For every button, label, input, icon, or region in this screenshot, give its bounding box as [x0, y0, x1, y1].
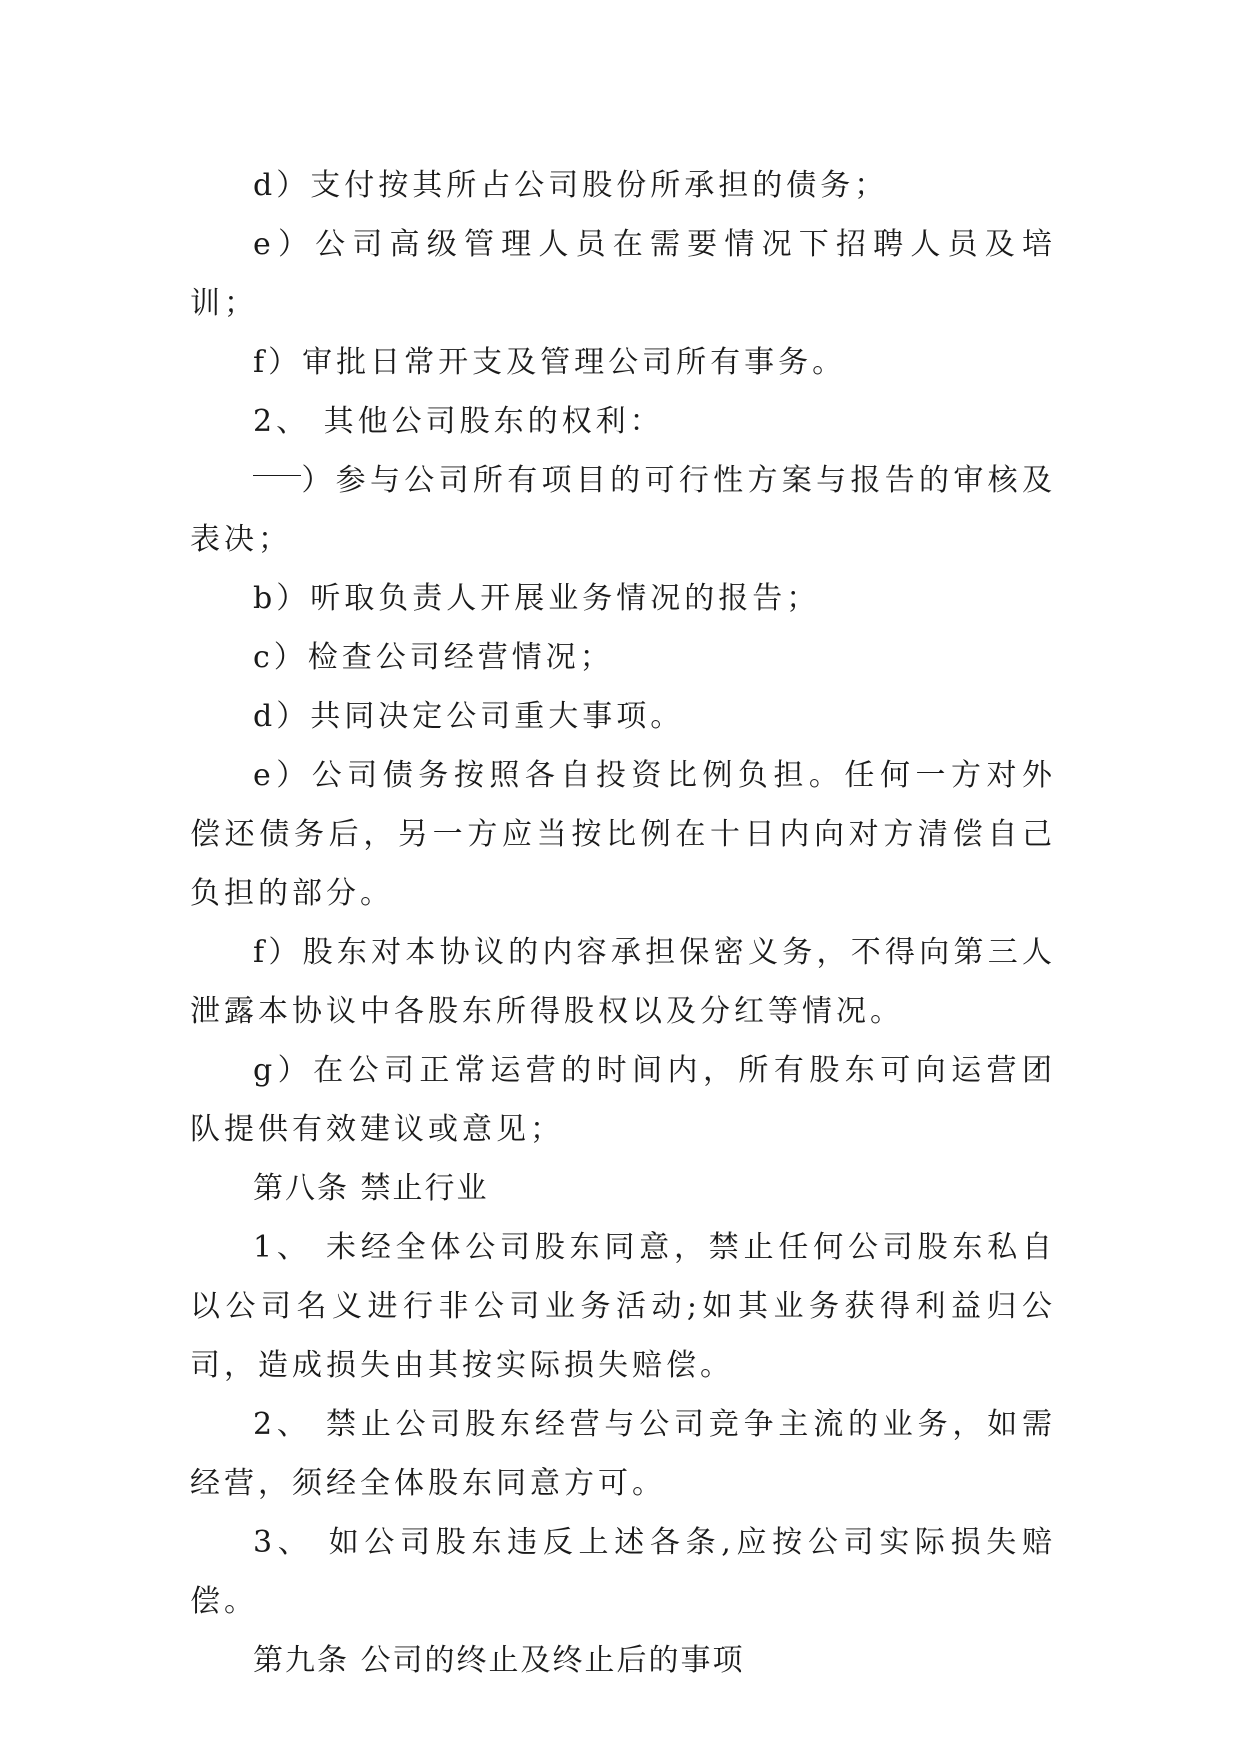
- paragraph-e-debt-sharing: e）公司债务按照各自投资比例负担。任何一方对外偿还债务后，另一方应当按比例在十日内向对方清偿自己负担的部分。: [190, 758, 1056, 911]
- paragraph-a-text: ）参与公司所有项目的可行性方案与报告的审核及表决；: [190, 463, 1056, 557]
- paragraph-d-decide-major-matters: d）共同决定公司重大事项。: [253, 699, 685, 734]
- document-page: [190, 156, 1056, 1690]
- paragraph-f-approve-expenses: f）审批日常开支及管理公司所有事务。: [253, 345, 847, 380]
- paragraph-3-compensation: 3、 如公司股东违反上述各条,应按公司实际损失赔偿。: [190, 1525, 1056, 1619]
- paragraph-d-pay-debts: d）支付按其所占公司股份所承担的债务；: [253, 168, 889, 203]
- paragraph-1-no-private-business: 1、 未经全体公司股东同意，禁止任何公司股东私自以公司名义进行非公司业务活动;如其业务获得利益归公司，造成损失由其按实际损失赔偿。: [190, 1230, 1056, 1383]
- paragraph-c-inspect-operations: c）检查公司经营情况；: [253, 640, 614, 675]
- paragraph-2-other-shareholder-rights: 2、 其他公司股东的权利：: [253, 404, 664, 439]
- paragraph-g-advice: g）在公司正常运营的时间内，所有股东可向运营团队提供有效建议或意见；: [190, 1053, 1056, 1147]
- paragraph-a-review-and-vote: [190, 451, 1056, 569]
- article-9-heading: 第九条 公司的终止及终止后的事项: [253, 1643, 745, 1678]
- blank-fill-line: [253, 451, 301, 476]
- paragraph-2-no-competition: 2、 禁止公司股东经营与公司竞争主流的业务，如需经营，须经全体股东同意方可。: [190, 1407, 1056, 1501]
- paragraph-f-confidentiality: f）股东对本协议的内容承担保密义务，不得向第三人泄露本协议中各股东所得股权以及分红等情况。: [190, 935, 1056, 1029]
- paragraph-e-hiring-training: e）公司高级管理人员在需要情况下招聘人员及培训；: [190, 227, 1056, 321]
- article-8-heading: 第八条 禁止行业: [253, 1171, 489, 1206]
- paragraph-b-hear-reports: b）听取负责人开展业务情况的报告；: [253, 581, 821, 616]
